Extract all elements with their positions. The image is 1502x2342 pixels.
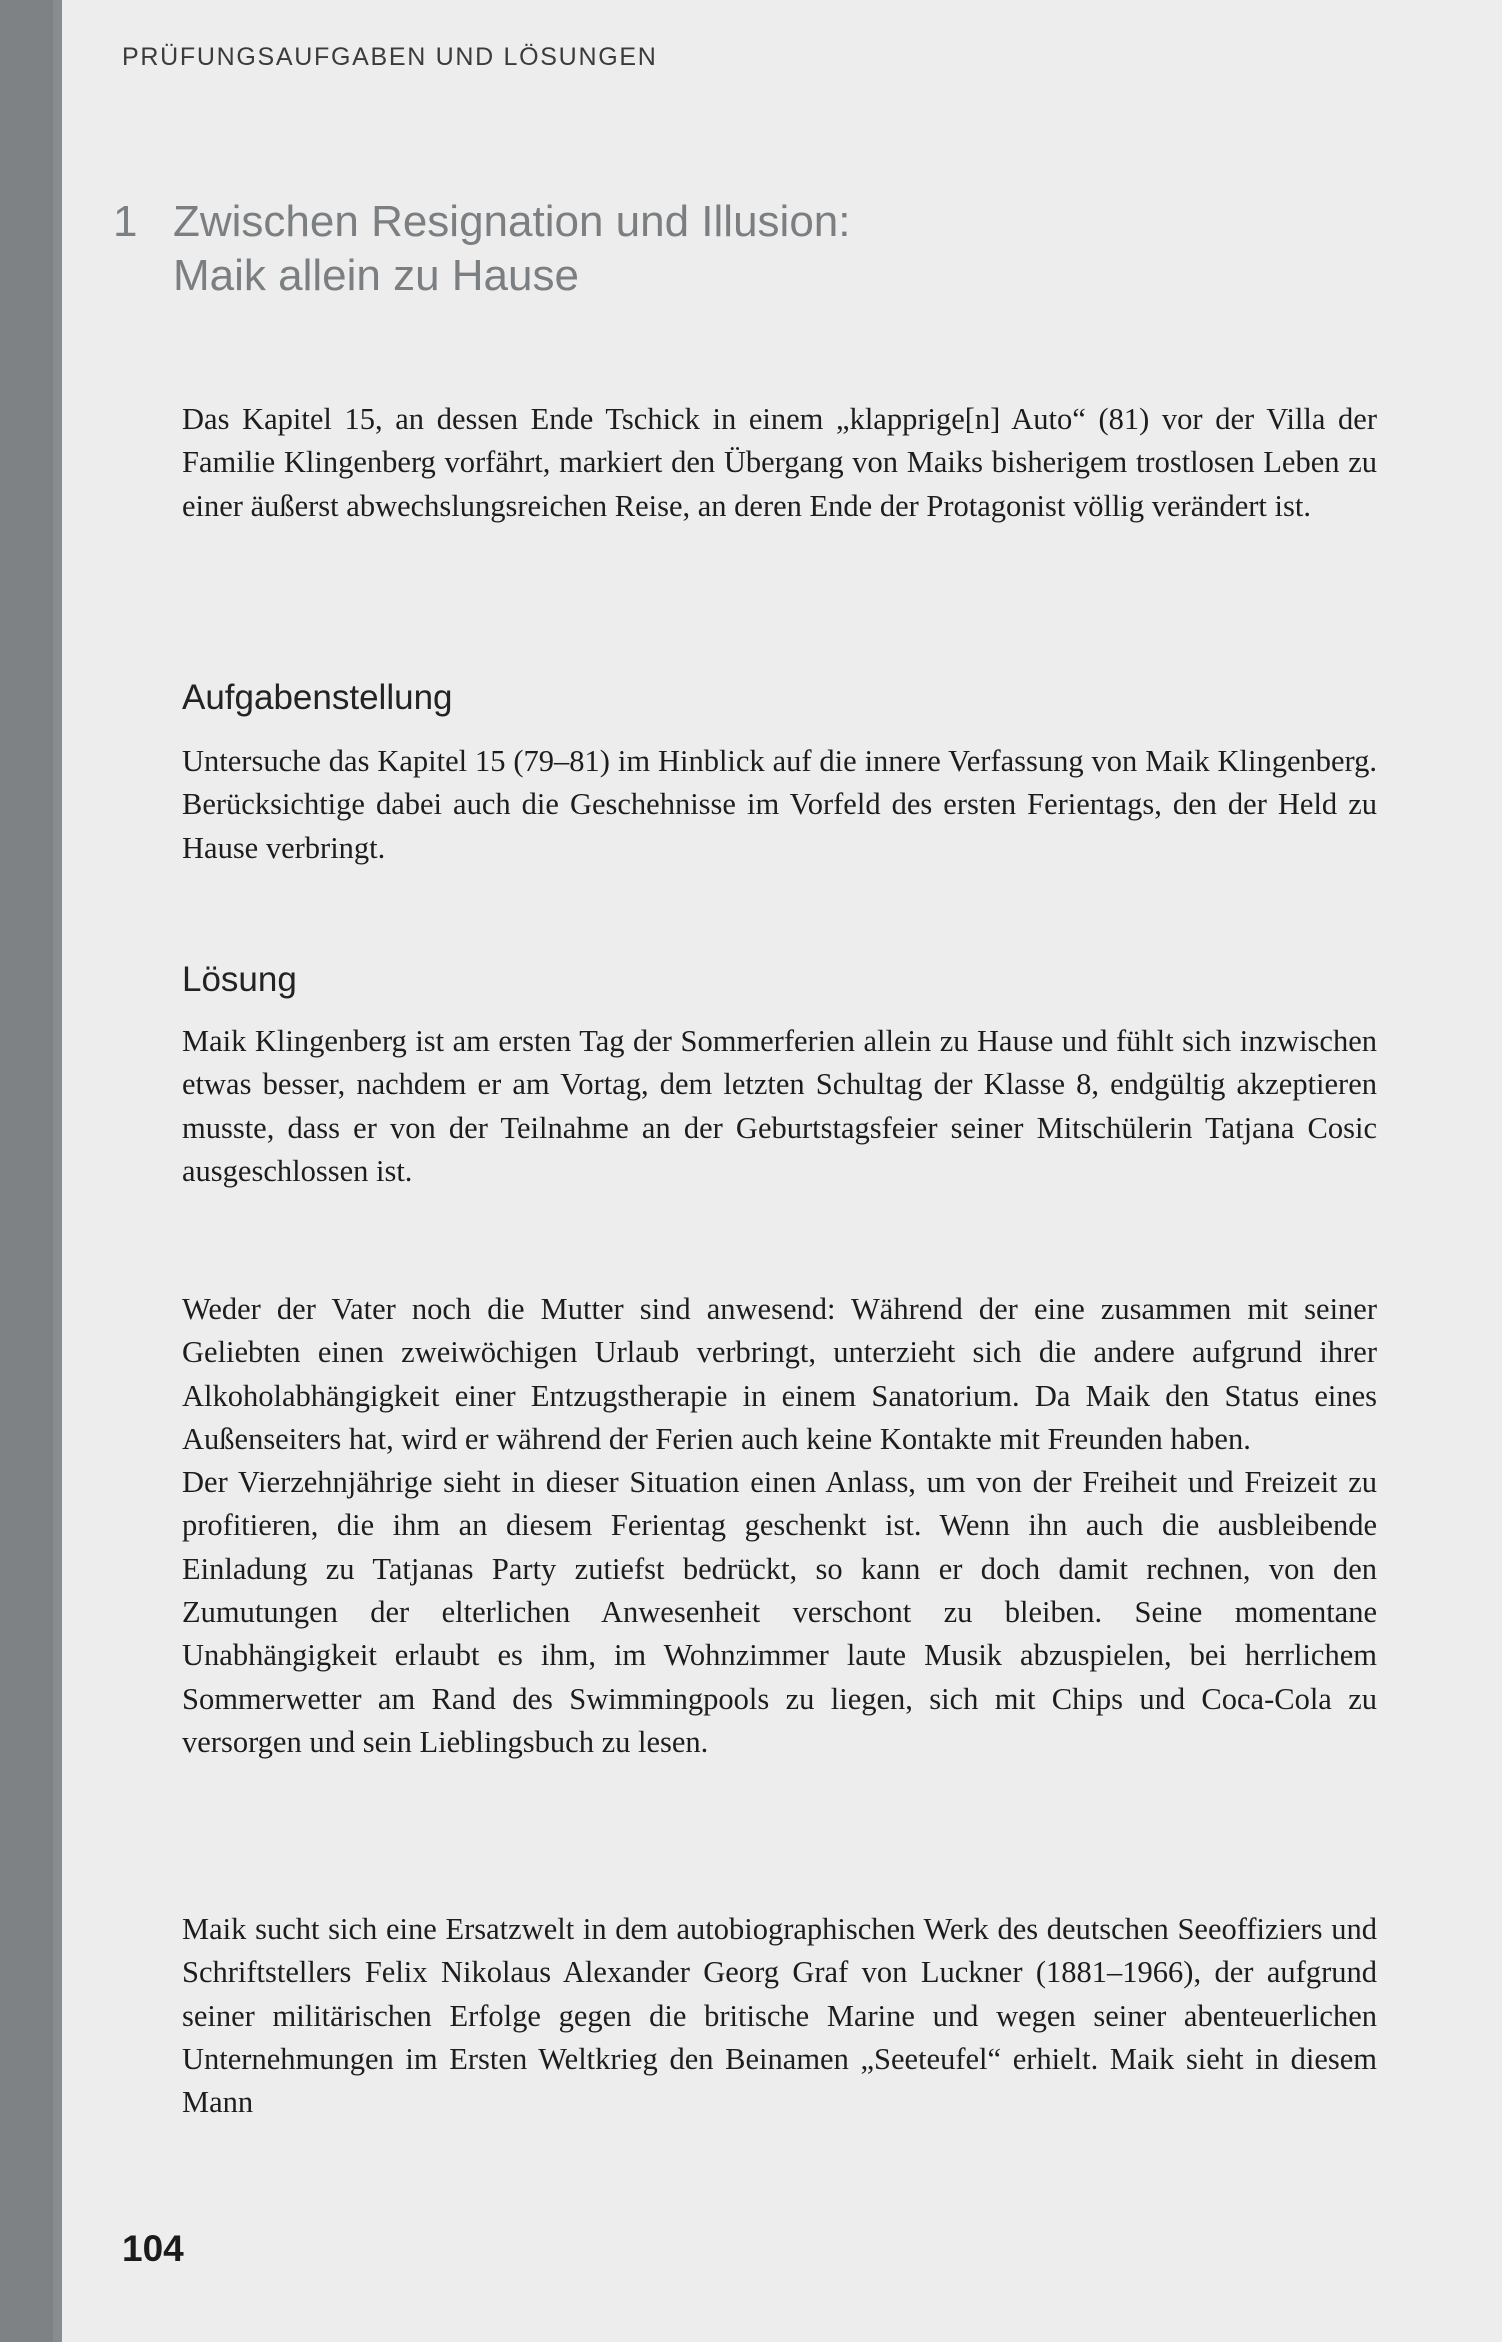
chapter-title-line-1 xyxy=(113,195,1213,249)
loesung-paragraph-2a: Weder der Vater noch die Mutter sind anwesend: Während der eine zusammen mit seiner Geliebten einen zweiwöchigen Urlaub verbringt, unterzieht sich die andere aufgrund ihrer Alkoholabhängigkeit einer Entzugstherapie in einem Sanatorium. Da Maik den Status eines Außenseiters hat, wird er während der Ferien auch keine Kontakte mit Freunden haben. xyxy=(182,1292,1377,1456)
aufgabenstellung-paragraph: Untersuche das Kapitel 15 (79–81) im Hinblick auf die innere Verfassung von Maik Klingenberg. Berücksichtige dabei auch die Geschehnisse im Vorfeld des ersten Ferientags, den der Held zu Hause verbringt. xyxy=(182,744,1377,865)
loesung-block-2 xyxy=(182,1288,1377,1764)
intro-paragraph: Das Kapitel 15, an dessen Ende Tschick in einem „klapprige[n] Auto“ (81) vor der Villa der Familie Klingenberg vorfährt, markiert den Übergang von Maiks bisherigem trostlosen Leben zu einer äußerst abwechslungsreichen Reise, an deren Ende der Protagonist völlig verändert ist. xyxy=(182,402,1377,523)
section-heading-loesung: Lösung xyxy=(182,960,297,999)
chapter-title-line-2 xyxy=(113,249,1213,303)
page-spine-bar xyxy=(0,0,53,2342)
chapter-number: 1 xyxy=(113,197,138,246)
chapter-title xyxy=(113,195,1213,302)
section-heading-aufgabenstellung: Aufgabenstellung xyxy=(182,678,453,717)
loesung-block-1 xyxy=(182,1020,1377,1193)
loesung-block-3 xyxy=(182,1908,1377,2124)
running-head: PRÜFUNGSAUFGABEN UND LÖSUNGEN xyxy=(122,43,658,71)
loesung-paragraph-3: Maik sucht sich eine Ersatzwelt in dem autobiographischen Werk des deutschen Seeoffiziers und Schriftstellers Felix Nikolaus Alexander Georg Graf von Luckner (1881–1966), der aufgrund seiner militärischen Erfolge gegen die britische Marine und wegen seiner abenteuerlichen Unternehmungen im Ersten Weltkrieg den Beinamen „Seeteufel“ erhielt. Maik sieht in diesem Mann xyxy=(182,1912,1377,2120)
chapter-title-text-2: Maik allein zu Hause xyxy=(173,250,579,300)
loesung-paragraph-2b: Der Vierzehnjährige sieht in dieser Situation einen Anlass, um von der Freiheit und Freizeit zu profitieren, die ihm an diesem Ferientag geschenkt ist. Wenn ihn auch die ausbleibende Einladung zu Tatjanas Party zutiefst bedrückt, so kann er doch damit rechnen, von den Zumutungen der elterlichen Anwesenheit verschont zu bleiben. Seine momentane Unabhängigkeit erlaubt es ihm, im Wohnzimmer laute Musik abzuspielen, bei herrlichem Sommerwetter am Rand des Swimmingpools zu liegen, sich mit Chips und Coca-Cola zu versorgen und sein Lieblingsbuch zu lesen. xyxy=(182,1465,1377,1759)
page-number: 104 xyxy=(122,2228,184,2269)
aufgabenstellung-block xyxy=(182,740,1377,870)
page-spine-edge xyxy=(53,0,62,2342)
chapter-title-text-1: Zwischen Resignation und Illusion: xyxy=(173,197,851,246)
intro-paragraph-block xyxy=(182,398,1377,528)
loesung-paragraph-1: Maik Klingenberg ist am ersten Tag der Sommerferien allein zu Hause und fühlt sich inzwischen etwas besser, nachdem er am Vortag, dem letzten Schultag der Klasse 8, endgültig akzeptieren musste, dass er von der Teilnahme an der Geburtstagsfeier seiner Mitschülerin Tatjana Cosic ausgeschlossen ist. xyxy=(182,1024,1377,1188)
